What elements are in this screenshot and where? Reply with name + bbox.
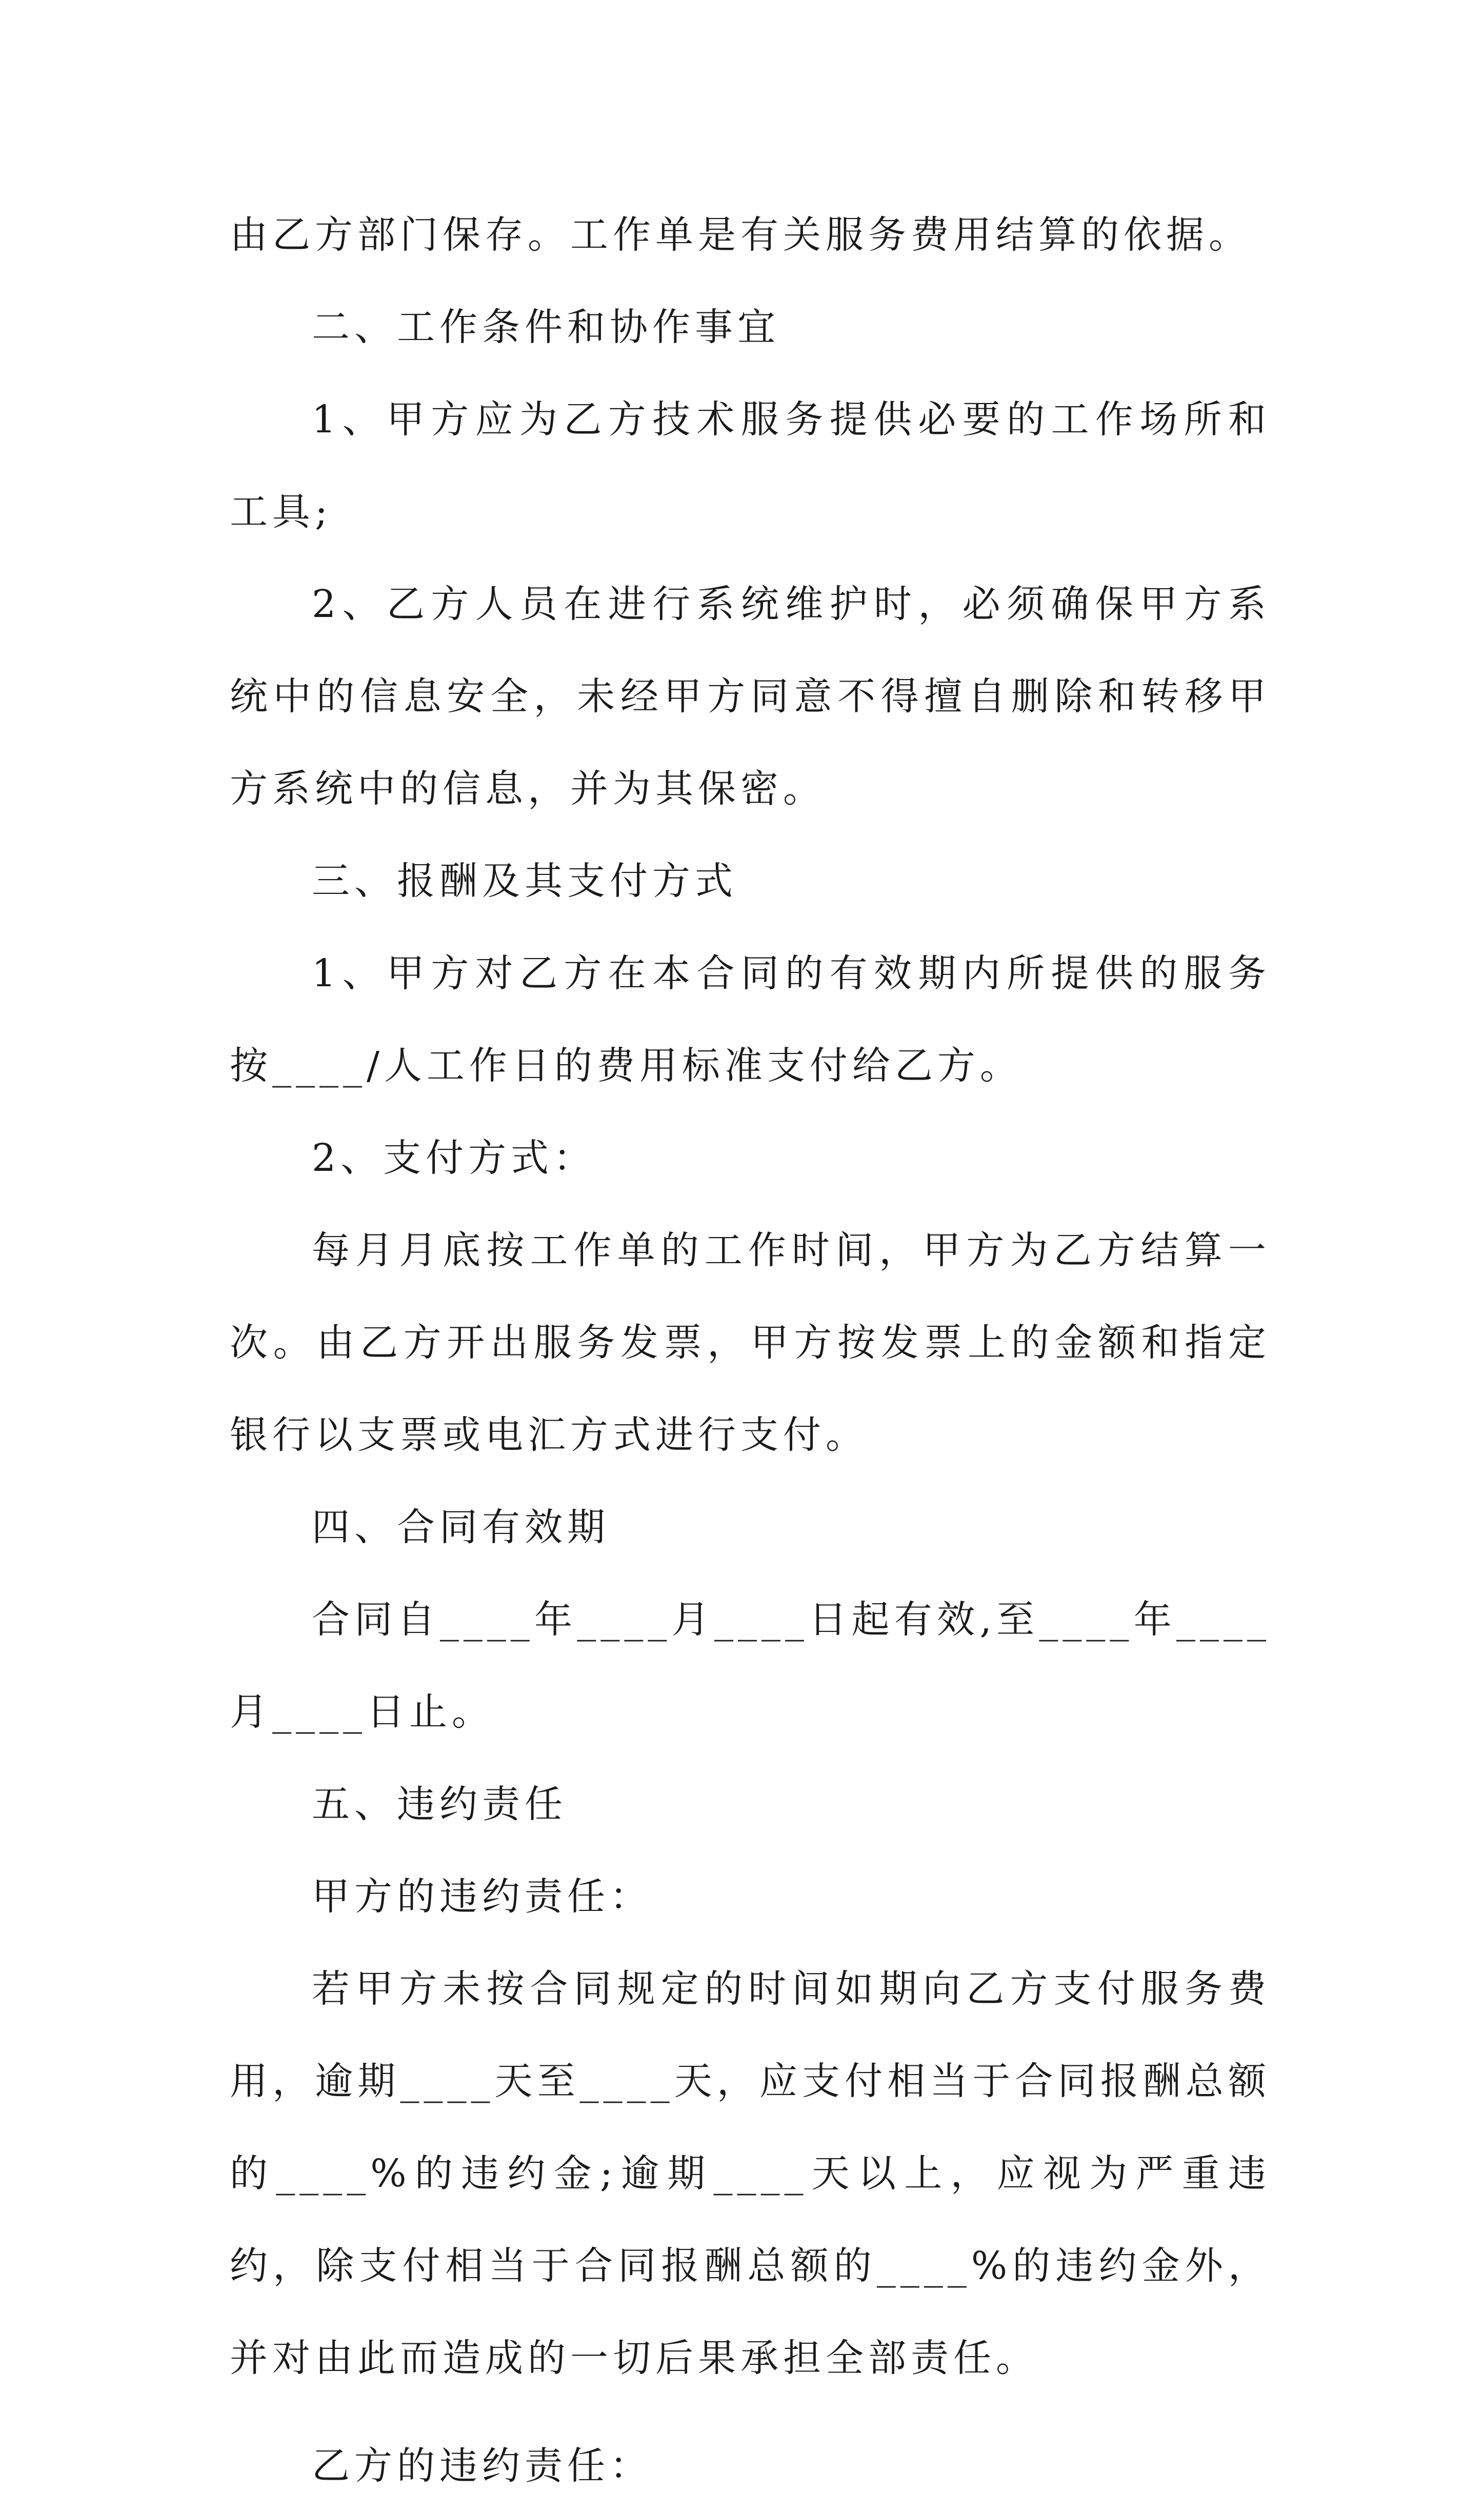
section-heading-work-conditions: 二、工作条件和协作事宜 [312, 305, 780, 349]
clause-payment-method-heading: 2、支付方式： [312, 1136, 596, 1180]
clause-validity-dates: 合同自____年____月____日起有效,至____年____月____日止。 [230, 1598, 1271, 1734]
document-body [230, 189, 1271, 2512]
section-heading-validity: 四、合同有效期 [312, 1505, 610, 1549]
paragraph-spacer [230, 2404, 1271, 2420]
party-a-liability-details: 若甲方未按合同规定的时间如期向乙方支付服务费用，逾期____天至____天，应支付相当于合同报酬总额的____%的违约金;逾期____天以上，应视为严重违约，除支付相当于合同报酬总额的____%的违约金外，并对由此而造成的一切后果承担全部责任。 [230, 1967, 1271, 2380]
section-heading-liability: 五、违约责任 [312, 1782, 567, 1826]
clause-payment-method-details: 每月月底按工作单的工作时间，甲方为乙方结算一次。由乙方开出服务发票，甲方按发票上的金额和指定银行以支票或电汇方式进行支付。 [230, 1228, 1271, 1457]
paragraph-storage-note: 由乙方部门保存。工作单是有关服务费用结算的依据。 [230, 213, 1251, 257]
party-a-liability-heading: 甲方的违约责任： [312, 1875, 652, 1919]
clause-fee-standard: 1、甲方对乙方在本合同的有效期内所提供的服务按____/人工作日的费用标准支付给乙方。 [230, 951, 1271, 1088]
section-heading-payment: 三、报酬及其支付方式 [312, 859, 737, 903]
clause-workplace-tools: 1、甲方应为乙方技术服务提供必要的工作场所和工具; [230, 397, 1271, 534]
party-b-liability-heading: 乙方的违约责任： [312, 2444, 652, 2488]
clause-information-security: 2、乙方人员在进行系统维护时，必须确保甲方系统中的信息安全，未经甲方同意不得擅自删除和转移甲方系统中的信息，并为其保密。 [230, 582, 1271, 811]
